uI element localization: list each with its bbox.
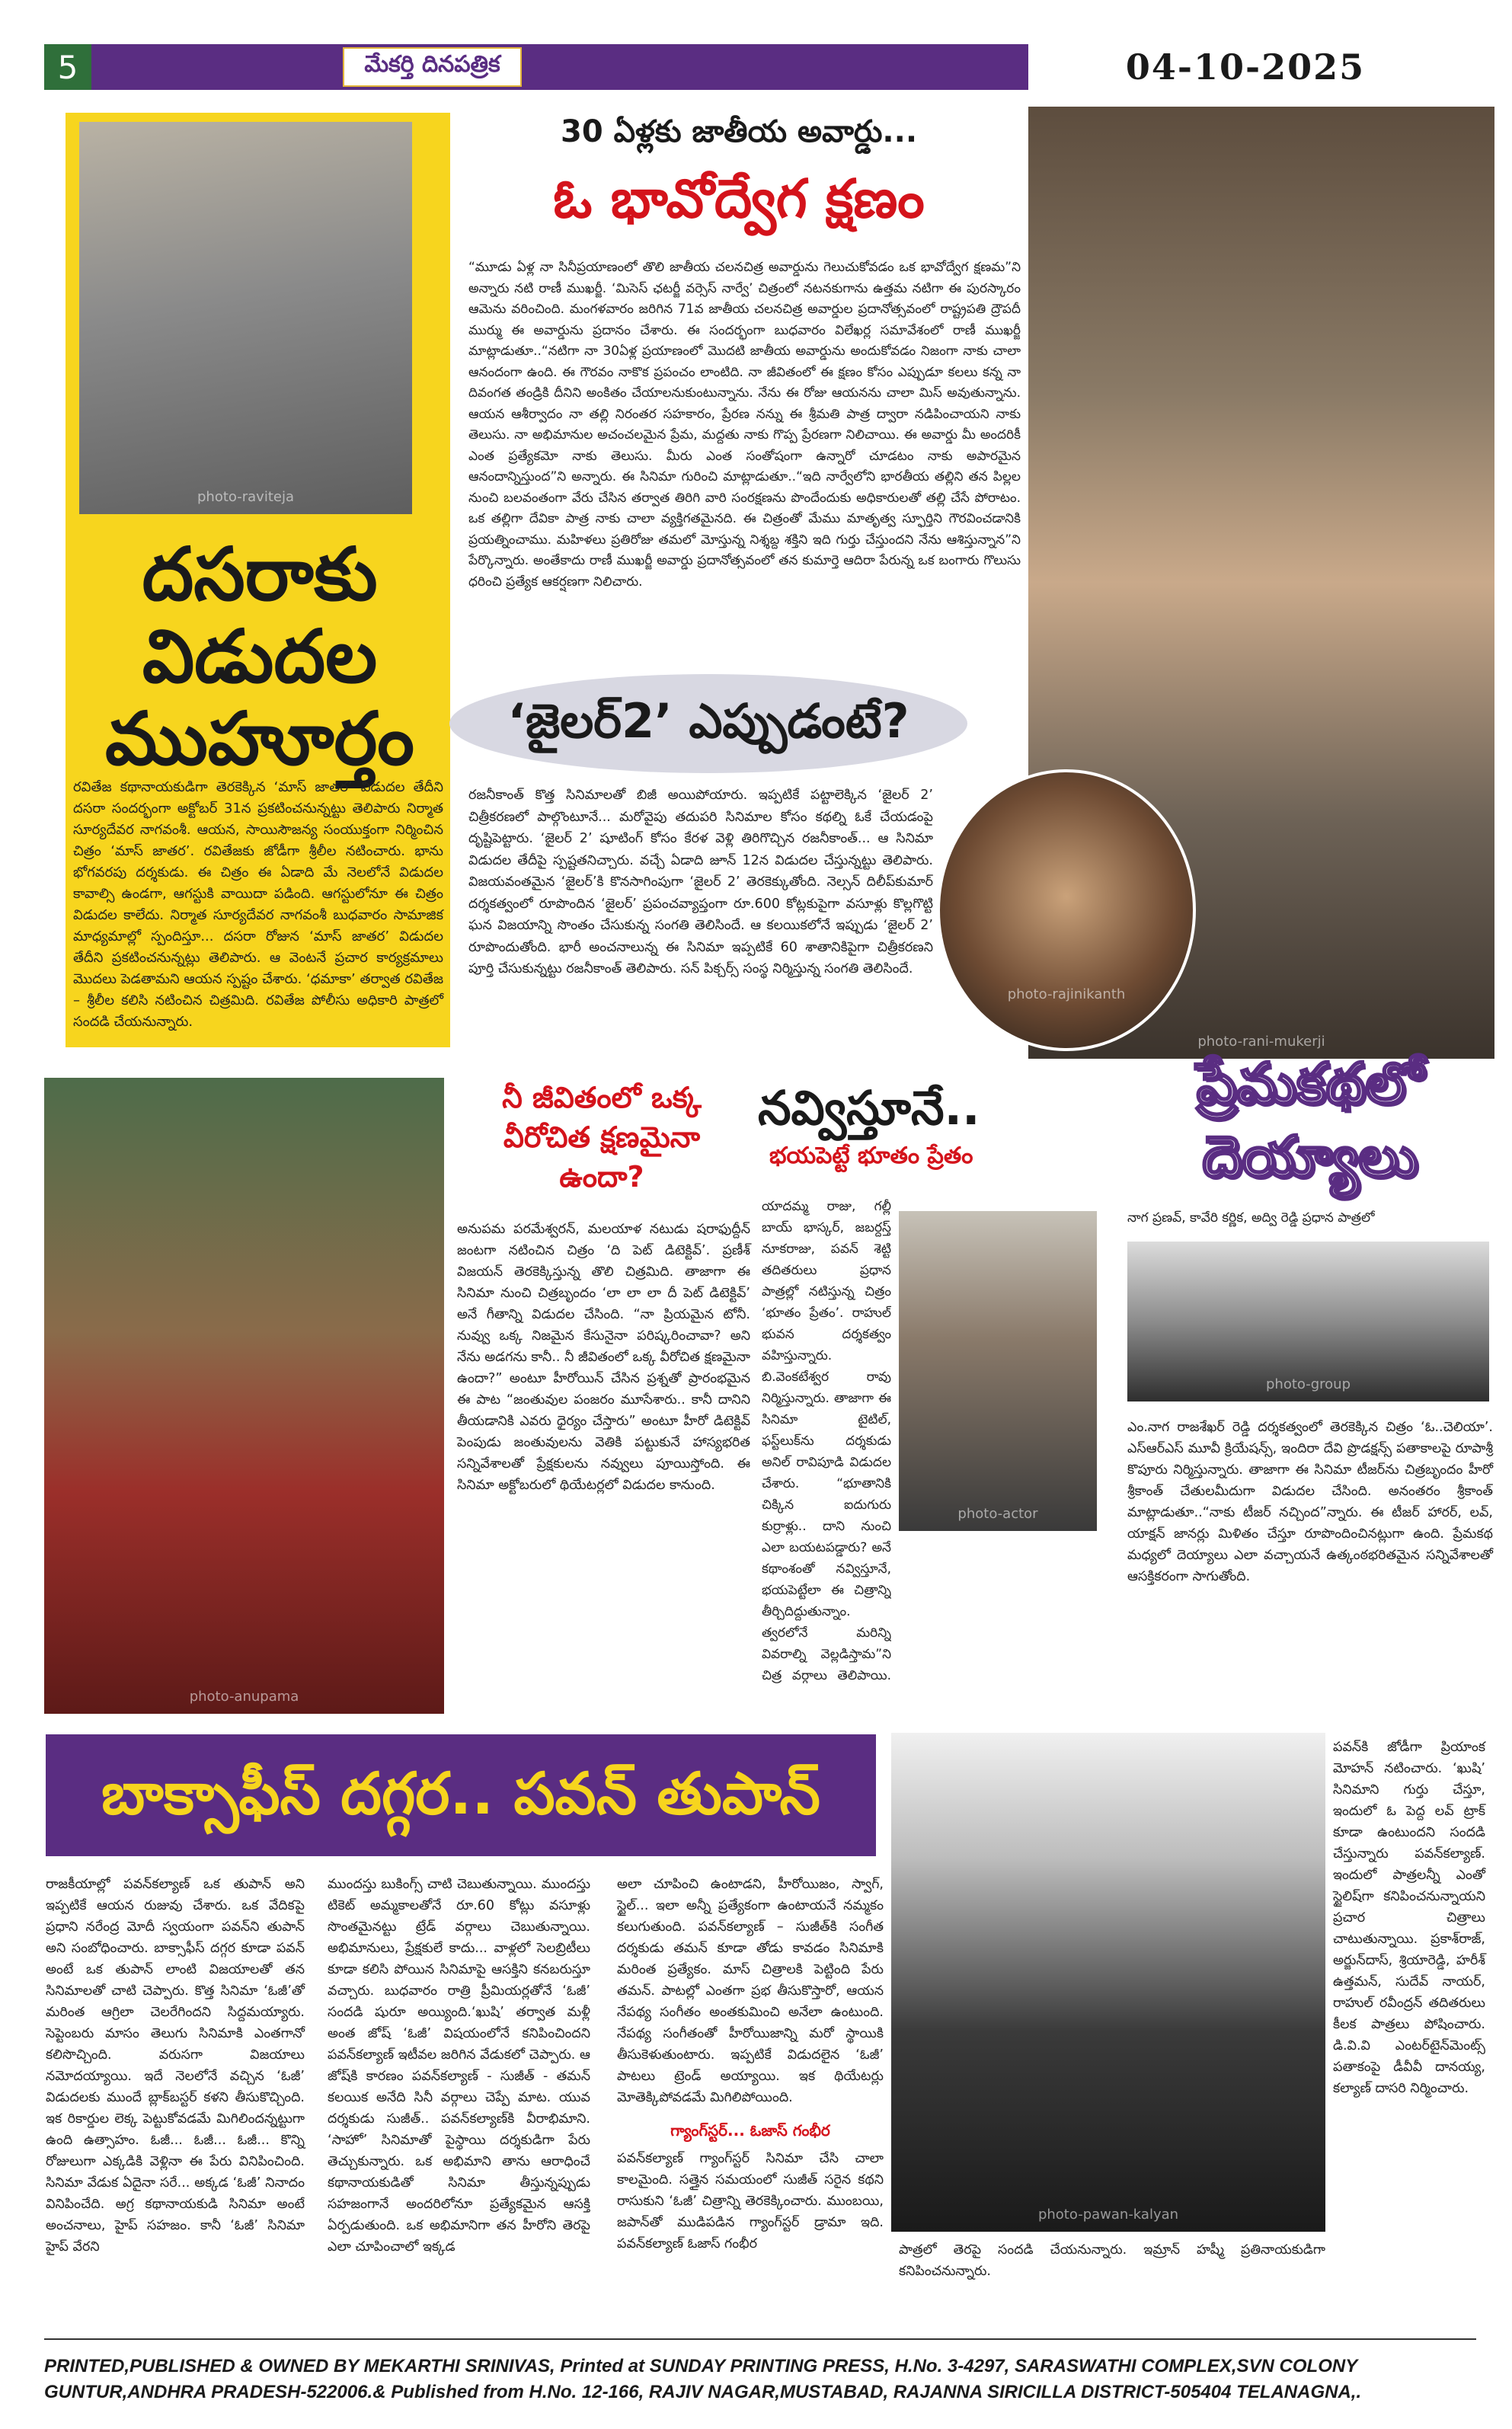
masthead-logo: మేకర్తి దినపత్రిక — [343, 47, 522, 87]
bhootam-headline: నవ్విస్తూనే.. — [758, 1080, 980, 1136]
pawan-col3b: పవన్‌కల్యాణ్ గ్యాంగ్‌స్టర్ సినిమా చేసి చాలా కాలమైంది. సత్తైన సమయంలో సుజీత్ సరైన కథని రాసుకుని ‘ఓజీ’ చిత్రాన్ని తెరకెక్కించారు. ముంబయి, జపాన్‌తో ముడిపడిన గ్యాంగ్‌స్టర్ డ్రామా ఇది. పవన్‌కల్యాణ్ ఓజాస్ గంభీర — [617, 2151, 884, 2252]
photo-group: photo-group — [1127, 1242, 1489, 1401]
pawan-col1: రాజకీయాల్లో పవన్‌కల్యాణ్ ఒక తుపాన్ అని ఇప్పటికే ఆయన రుజువు చేశారు. ఒక వేదికపై ప్రధాని నరేంద్ర మోదీ స్వయంగా పవన్‌ని తుపాన్ అని సంబోధించారు. బాక్సాఫీస్ దగ్గర కూడా పవన్ అంటే ఒక తుపాన్ లాంటి విజయాలతో తన సినిమాలతో చాటి చెప్పారు. కొత్త సినిమా ‘ఓజీ’తో మరింత ఆగ్రిలా చెలరేగిందని సిద్దమయ్యారు. సెప్టెంబరు మాసం తెలుగు సినిమాకి ఎంతగానో కలిసొచ్చింది. వరుసగా విజయాలు నమోదయ్యాయి. ఇదే నెలలోనే వచ్చిన ‘ఓజీ’ విడుదలకు ముందే బ్లాక్‌బస్టర్ కళని తీసుకొచ్చింది. ఇక రికార్డుల లెక్క పెట్టుకోవడమే మిగిలిందన్నట్టుగా ఉంది ఉత్సాహం. ఓజీ... ఓజీ... ఓజీ... కొన్ని రోజులుగా ఎక్కడికి వెళ్లినా ఈ పేరు వినిపించింది. సినిమా వేడుక ఏదైనా సరే... అక్కడ ‘ఓజీ’ నినాదం వినిపించేది. అగ్ర కథానాయకుడి సినిమా అంటే అంచనాలు, హైప్ సహజం. కానీ ‘ఓజీ’ సినిమా హైప్ వేరని — [46, 1877, 305, 2255]
award-kicker: 30 ఏళ్లకు జాతీయ అవార్డు... — [560, 114, 918, 149]
edition-date: 04-10-2025 — [1028, 44, 1462, 90]
anupama-body: అనుపమ పరమేశ్వరన్, మలయాళ నటుడు షరాఫుద్దీన్ జంటగా నటించిన చిత్రం ‘ది పెట్ డిటెక్టివ్’. ప్రణీశ్ విజయన్ తెరకెక్కిస్తున్న తొలి చిత్రమిది. తాజాగా ఈ సినిమా నుంచి చిత్రబృందం ‘లా లా లా దీ పెట్ డిటెక్టివ్’ అనే గీతాన్ని విడుదల చేసింది. “నా ప్రియమైన టోనీ. నువ్వు ఒక్క నిజమైన కేసునైనా పరిష్కరించావా? అని నేను అడగను కానీ.. నీ జీవితంలో ఒక్క వీరోచిత క్షణమైనా ఉందా?” అంటూ హీరోయిన్ చేసిన ప్రశ్నతో ప్రారంభమైన ఈ పాట “జంతువుల పంజరం మూసేశారు.. కానీ దానిని తీయడానికి ఎవరు ధైర్యం చేస్తారు” అంటూ హీరో డిటెక్టివ్ పెంపుడు జంతువులను వెతికి పట్టుకునే హాస్యభరిత సన్నివేశాలతో ప్రేక్షకులను నవ్వులు పూయిస్తోంది. ఈ సినిమా అక్టోబరులో థియేటర్లలో విడుదల కానుంది. — [457, 1222, 750, 1493]
photo-anupama: photo-anupama — [44, 1078, 444, 1714]
photo-raviteja: photo-raviteja — [79, 122, 412, 514]
prema-body: ఎం.నాగ రాజశేఖర్ రెడ్డి దర్శకత్వంలో తెరకెక్కిన చిత్రం ‘ఓ..చెలియా’. ఎస్ఆర్ఎస్ మూవీ క్రియేషన్స్, ఇందిరా దేవి ప్రొడక్షన్స్ పతాకాలపై రూపాశ్రీ కొపూరు నిర్మిస్తున్నారు. తాజాగా ఈ సినిమా టీజర్‌ను చిత్రబృందం హీరో శ్రీకాంత్ చేతులమీదుగా విడుదల చేసింది. అనంతరం శ్రీకాంత్ మాట్లాడుతూ..“నాకు టీజర్ నచ్చింద”న్నారు. ఈ టీజర్ హారర్, లవ్, యాక్షన్ జానర్లు మిళితం చేస్తూ రూపొందించినట్లుగా ఉంది. ప్రేమకథ మధ్యలో దెయ్యాలు ఎలా వచ్చాయనే ఉత్కంఠభరితమైన సన్నివేశాలతో ఆసక్తికరంగా సాగుతోంది. — [1127, 1420, 1493, 1584]
bhootam-body-col1: యాదమ్మ రాజు, గల్లీ బాయ్ భాస్కర్, జబర్దస్త్ నూకరాజు, పవన్ శెట్టి తదితరులు ప్రధాన పాత్రల్లో నటిస్తున్న చిత్రం ‘భూతం ప్రేతం’. రాహుల్ భువన దర్శకత్వం వహిస్తున్నారు. బి.వెంకటేశ్వర రావు నిర్మిస్తున్నారు. తాజాగా ఈ సినిమా టైటిల్, ఫస్ట్‌లుక్‌ను దర్శకుడు అనిల్ రావిపూడి విడుదల చేశారు. “భూతానికి చిక్కిన ఐదుగురు కుర్రాళ్లు.. దాని నుంచి ఎలా బయటపడ్డారు? అనే కథాంశంతో నవ్విస్తూనే, భయపెట్టేలా ఈ చిత్రాన్ని తీర్చిదిద్దుతున్నాం. త్వరలోనే మరిన్ని వివరాల్ని వెల్లడిస్తామ”ని చిత్ర వర్గాలు తెలిపాయి. — [762, 1199, 891, 1683]
pawan-sidebar: పవన్‌కి జోడీగా ప్రియాంక మోహన్ నటించారు. ‘ఖుషి’ సినిమాని గుర్తు చేస్తూ, ఇందులో ఓ పెద్ద లవ్ ట్రాక్ కూడా ఉంటుందని సందడి చేస్తున్నారు పవన్‌కల్యాణ్. ఇందులో పాత్రలన్నీ ఎంతో స్టైలిష్‌గా కనిపించనున్నాయని ప్రచార చిత్రాలు చాటుతున్నాయి. ప్రకాశ్‌రాజ్, అర్జున్‌దాస్, శ్రియారెడ్డి, హరీశ్ ఉత్తమన్, సుదేవ్ నాయర్, రాహుల్ రవీంద్రన్ తదితరులు కీలక పాత్రలు పోషించారు. డి.వి.వి ఎంటర్‌టైన్‌మెంట్స్ పతాకంపై డీవీవీ దానయ్య, కల్యాణ్ దాసరి నిర్మించారు. — [1333, 1740, 1485, 2096]
photo-rajinikanth: photo-rajinikanth — [937, 769, 1196, 1051]
bhootam-subhead: భయపెట్టే భూతం ప్రేతం — [769, 1143, 973, 1169]
photo-pawan-kalyan: photo-pawan-kalyan — [891, 1733, 1325, 2232]
prema-headline: ప్రేమకథలో దెయ్యాలు — [1197, 1051, 1424, 1190]
imprint — [44, 2354, 1476, 2405]
award-headline: ఓ భావోద్వేగ క్షణం — [553, 168, 925, 230]
dasara-headline: దసరాకు విడుదల ముహూర్తం — [105, 532, 414, 781]
imprint-line-2: GUNTUR,ANDHRA PRADESH-522006.& Published from H.No. 12-166, RAJIV NAGAR,MUSTABAD, RAJANNA SIRICILLA DISTRICT-505404 TELANAGNA,. — [44, 2382, 1362, 2402]
award-body: “మూడు ఏళ్ల నా సినీప్రయాణంలో తొలి జాతీయ చలనచిత్ర అవార్డును గెలుచుకోవడం ఒక భావోద్వేగ క్షణమ”ని అన్నారు నటి రాణీ ముఖర్జీ. ‘మిసెస్ ఛటర్జీ వర్సెస్ నార్వే’ చిత్రంలో నటనకుగాను ఉత్తమ నటిగా ఈ పురస్కారం ఆమెను వరించింది. మంగళవారం జరిగిన 71వ జాతీయ చలనచిత్ర అవార్డుల ప్రదానోత్సవంలో రాష్ట్రపతి ద్రౌపదీ ముర్ము ఈ అవార్డును ప్రదానం చేశారు. ఈ సందర్భంగా బుధవారం విలేఖర్ల సమావేశంలో రాణీ ముఖర్జీ మాట్లాడుతూ..“నటిగా నా 30ఏళ్ల ప్రయాణంలో మొదటి జాతీయ అవార్డును అందుకోవడం నిజంగా నాకు చాలా ఆనందంగా ఉంది. ఈ గౌరవం నాకొక ప్రపంచం లాంటిది. నా జీవితంలో ఈ క్షణం కోసం ఎప్పుడూ కలలు కన్న నా దివంగత తండ్రికి దీనిని అంకితం చేయాలనుకుంటున్నాను. నేను ఈ రోజు ఆయనను చాలా మిస్ అవుతున్నాను. ఆయన ఆశీర్వాదం నా తల్లి నిరంతర సహకారం, ప్రేరణ నన్ను ఈ శ్రీమతి పాత్ర ద్వారా నడిపించాయని నాకు తెలుసు. నా అభిమానుల అచంచలమైన ప్రేమ, మద్దతు నాకు గొప్ప ప్రేరణగా నిలిచాయి. ఈ అవార్డు మీ అందరికీ ఎంత ప్రత్యేకమో నాకు తెలుసు. మీరు ఎంత సంతోషంగా ఉన్నారో చూడటం నాకు అపారమైన ఆనందాన్నిస్తుంద”ని అన్నారు. ఈ సినిమా గురించి మాట్లాడుతూ..“ఇది నార్వేలోని భారతీయ తల్లిని తన పిల్లల నుంచి బలవంతంగా వేరు చేసిన తర్వాత తిరిగి వారి సంరక్షణను పొందేందుకు అధికారులతో తల్లి చేసే పోరాటం. ఒక తల్లిగా దేవికా పాత్ర నాకు చాలా వ్యక్తిగతమైనది. ఈ చిత్రంతో మేము మాతృత్వ స్ఫూర్తిని గౌరవించడానికి ప్రయత్నించాము. మహిళలు ప్రతిరోజు తమలో మోస్తున్న నిశ్శబ్ద శక్తిని ఇది గుర్తు చేస్తుందని నేను ఆశిస్తున్నాన”ని పేర్కొన్నారు. అంతేకాదు రాణీ ముఖర్జీ అవార్డు ప్రదానోత్సవంలో తన కుమార్తె ఆదిరా పేరున్న ఒక బంగారు గొలుసు ధరించి ప్రత్యేక ఆకర్షణగా నిలిచారు. — [468, 260, 1021, 590]
jailer-headline: ‘జైలర్2’ ఎప్పుడంటే? — [507, 693, 909, 749]
footer-rule — [44, 2338, 1476, 2340]
pawan-col3: అలా చూపించి ఉంటాడని, హీరోయిజం, స్వాగ్, స్టైల్... ఇలా అన్నీ ప్రత్యేకంగా ఉంటాయనే నమ్మకం కలుగుతుంది. పవన్‌కల్యాణ్ – సుజీత్‌కి సంగీత దర్శకుడు తమన్ కూడా తోడు కావడం సినిమాకి మరింత ప్రత్యేకం. మాస్ చిత్రాలకి పెట్టింది పేరు తమన్. పాటల్లో ఎంతగా ప్రభ తీసుకొస్తారో, ఆయన నేపథ్య సంగీతం అంతకుమించి అనేలా ఉంటుంది. నేపథ్య సంగీతంతో హీరోయిజాన్ని మరో స్థాయికి తీసుకెళుతుంటారు. ఇప్పటికే విడుదలైన ‘ఓజీ’ పాటలు ట్రెండ్ అయ్యాయి. ఇక థియేటర్లు మోతెక్కిపోవడమే మిగిలిపోయింది. — [617, 1877, 884, 2105]
prema-intro: నాగ ప్రణవ్, కావేరి కర్ణిక, అద్వి రెడ్డి ప్రధాన పాత్రలో — [1127, 1210, 1375, 1226]
photo-rani-mukerji: photo-rani-mukerji — [1028, 107, 1494, 1059]
pawan-caption: పాత్రలో తెరపై సందడి చేయనున్నారు. ఇమ్రాన్ హష్మీ ప్రతినాయకుడిగా కనిపించనున్నారు. — [899, 2242, 1325, 2279]
anupama-headline: నీ జీవితంలో ఒక్క వీరోచిత క్షణమైనా ఉందా? — [502, 1081, 702, 1194]
page-number: 5 — [44, 44, 91, 90]
pawan-headline: బాక్సాఫీస్ దగ్గర.. పవన్ తుపాన్ — [101, 1759, 820, 1827]
photo-actor: photo-actor — [899, 1211, 1097, 1531]
pawan-subhead: గ్యాంగ్‌స్టర్... ఓజాస్ గంభీర — [670, 2121, 830, 2140]
pawan-col2: ముందస్తు బుకింగ్స్ చాటి చెబుతున్నాయి. ముందస్తు టికెట్ అమ్మకాలతోనే రూ.60 కోట్లు వసూళ్లు సొంతమైనట్టు ట్రేడ్ వర్గాలు చెబుతున్నాయి. అభిమానులు, ప్రేక్షకులే కాదు... వాళ్లలో సెలబ్రిటీలు కూడా కలిసి పోయిన సినిమాపై ఆసక్తిని కనబరుస్తూ వచ్చారు. బుధవారం రాత్రి ప్రీమియర్లతోనే ‘ఓజీ’ సందడి షురూ అయ్యింది.‘ఖుషి’ తర్వాత మళ్లీ అంత జోష్ ‘ఓజీ’ విషయంలోనే కనిపించిందని పవన్‌కల్యాణ్ ఇటీవల జరిగిన వేడుకలో చెప్పారు. ఆ జోష్‌కి కారణం పవన్‌కల్యాణ్ - సుజీత్ - తమన్ కలయిక అనేది సినీ వర్గాలు చెప్పే మాట. యువ దర్శకుడు సుజీత్.. పవన్‌కల్యాణ్‌కి వీరాభిమాని. ‘సాహో’ సినిమాతో పైస్థాయి దర్శకుడిగా పేరు తెచ్చుకున్నారు. ఒక అభిమాని తాను ఆరాధించే కథానాయకుడితో సినిమా తీస్తున్నప్పుడు సహజంగానే అందరిలోనూ ప్రత్యేకమైన ఆసక్తి ఏర్పడుతుంది. ఒక అభిమానిగా తన హీరోని తెరపై ఎలా చూపించాలో ఇక్కడ — [328, 1877, 590, 2255]
dasara-body: రవితేజ కథానాయకుడిగా తెరకెక్కిన ‘మాస్ జాతర’ విడుదల తేదీని దసరా సందర్భంగా అక్టోబర్ 31న ప్రకటించనున్నట్టు తెలిపారు నిర్మాత సూర్యదేవర నాగవంశీ. ఆయన, సాయిసౌజన్య సంయుక్తంగా నిర్మించిన చిత్రం ‘మాస్ జాతర’. రవితేజకు జోడీగా శ్రీలీల నటించారు. భాను భోగవరపు దర్శకుడు. ఈ చిత్రం ఈ ఏడాది మే నెలలోనే విడుదల కావాల్సి ఉండగా, ఆగస్టుకి వాయిదా పడింది. ఆగస్టులోనూ ఈ చిత్రం విడుదల కాలేదు. నిర్మాత సూర్యదేవర నాగవంశీ బుధవారం సామాజిక మాధ్యమాల్లో స్పందిస్తూ... దసరా రోజున ‘మాస్ జాతర’ విడుదల తేదీని ప్రకటించనున్నట్లు తెలిపారు. ఆ వెంటనే ప్రచార కార్యక్రమాలు మొదలు పెడతామని ఆయన స్పష్టం చేశారు. ‘ధమాకా’ తర్వాత రవితేజ – శ్రీలీల కలిసి నటించిన చిత్రమిది. రవితేజ పోలీసు అధికారి పాత్రలో సందడి చేయనున్నారు. — [73, 779, 443, 1030]
header-bar — [44, 44, 1053, 90]
jailer-body: రజనీకాంత్ కొత్త సినిమాలతో బిజీ అయిపోయారు. ఇప్పటికే పట్టాలెక్కిన ‘జైలర్ 2’ చిత్రీకరణలో పాల్గొంటూనే... మరోవైపు తదుపరి సినిమాల కోసం కథల్ని ఓకే చేయడంపై దృష్టిపెట్టారు. ‘జైలర్ 2’ షూటింగ్ కోసం కేరళ వెళ్లి తిరిగొచ్చిన రజనీకాంత్... ఆ సినిమా విడుదల తేదీపై స్పష్టతనిచ్చారు. వచ్చే ఏడాది జూన్ 12న విడుదల చేస్తున్నట్టు తెలిపారు. విజయవంతమైన ‘జైలర్’కి కొనసాగింపుగా ‘జైలర్ 2’ తెరకెక్కుతోంది. నెల్సన్ దిలీప్‌కుమార్ దర్శకత్వంలో రూపొందిన ‘జైలర్’ ప్రపంచవ్యాప్తంగా రూ.600 కోట్లకుపైగా వసూళ్లు కొల్లగొట్టి ఘన విజయాన్ని సొంతం చేసుకున్న సంగతి తెలిసిందే. ఆ కలయికలోనే ఇప్పుడు ‘జైలర్ 2’ రూపొందుతోంది. భారీ అంచనాలున్న ఈ సినిమా ఇప్పటికే 60 శాతానికిపైగా చిత్రీకరణని పూర్తి చేసుకున్నట్టు రజనీకాంత్ తెలిపారు. సన్ పిక్చర్స్ సంస్థ నిర్మిస్తున్న సంగతి తెలిసిందే. — [468, 788, 933, 976]
imprint-line-1: PRINTED,PUBLISHED & OWNED BY MEKARTHI SRINIVAS, Printed at SUNDAY PRINTING PRESS, H.No. 3-4297, SARASWATHI COMPLEX,SVN COLONY — [44, 2356, 1358, 2376]
